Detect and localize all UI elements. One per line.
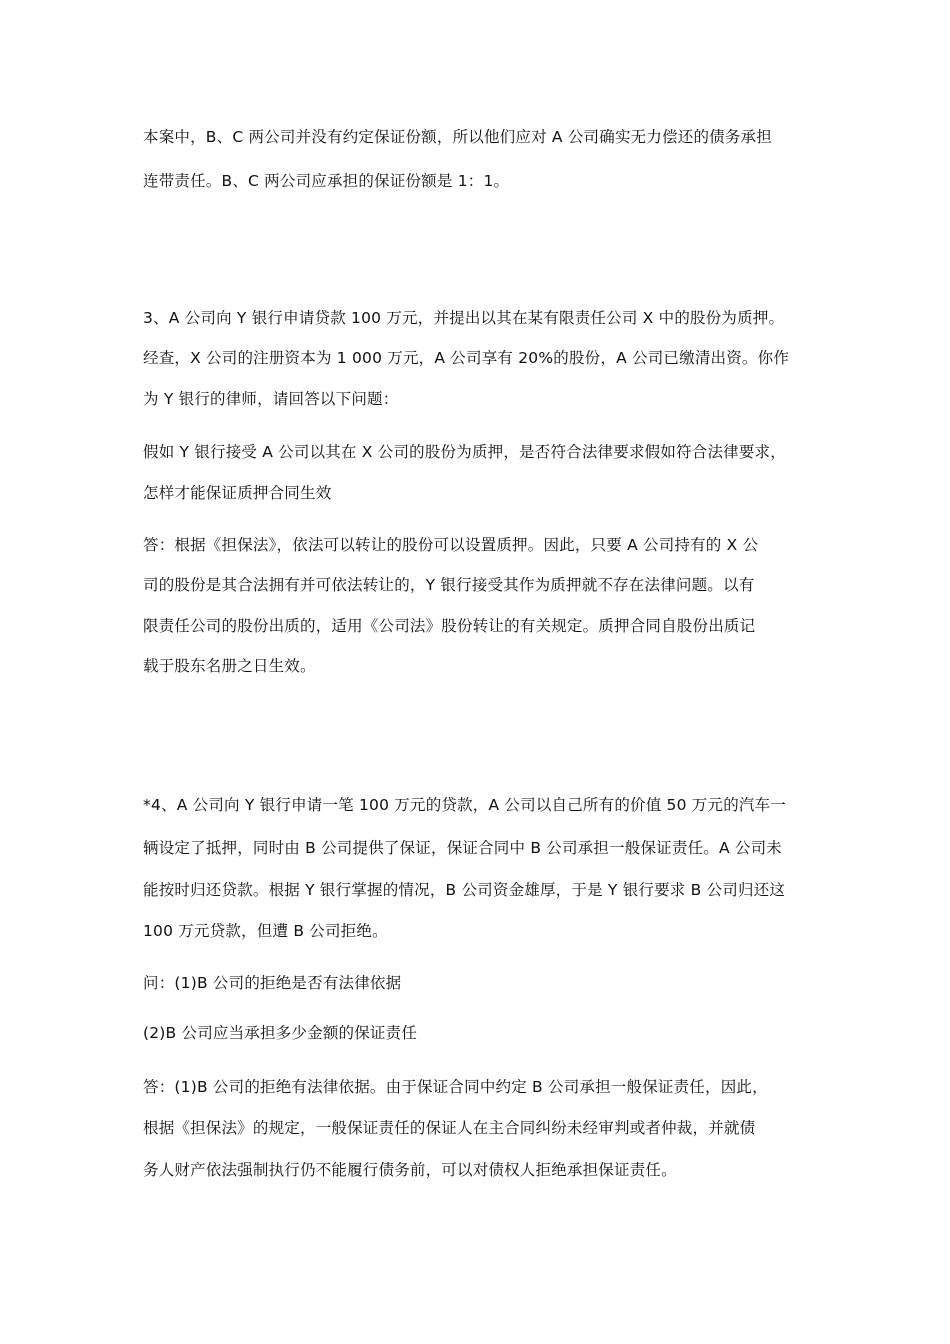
question-4-answer-line: 务人财产依法强制执行仍不能履行债务前，可以对债权人拒绝承担保证责任。 (143, 1161, 677, 1179)
question-3-answer-line: 答：根据《担保法》，依法可以转让的股份可以设置质押。因此，只要 A 公司持有的 X 公 (143, 536, 759, 554)
question-3-answer-line: 载于股东名册之日生效。 (143, 657, 316, 675)
question-3-line: 经查，X 公司的注册资本为 1 000 万元，A 公司享有 20%的股份，A 公司已缴清出资。你作 (143, 349, 790, 367)
question-4-line: *4、A 公司向 Y 银行申请一笔 100 万元的贷款，A 公司以自己所有的价值 50 万元的汽车一 (143, 796, 787, 814)
question-4-answer-line: 根据《担保法》的规定，一般保证责任的保证人在主合同纠纷未经审判或者仲裁，并就债 (143, 1119, 756, 1137)
question-3-answer-line: 司的股份是其合法拥有并可依法转让的，Y 银行接受其作为质押就不存在法律问题。以有 (143, 576, 755, 594)
question-4-answer-line: 答：(1)B 公司的拒绝有法律依据。由于保证合同中约定 B 公司承担一般保证责任，因此， (143, 1078, 768, 1096)
paragraph-line: 本案中，B、C 两公司并没有约定保证份额，所以他们应对 A 公司确实无力偿还的债务承担 (143, 128, 772, 146)
question-4-line: 能按时归还贷款。根据 Y 银行掌握的情况，B 公司资金雄厚，于是 Y 银行要求 B 公司归还这 (143, 881, 786, 899)
question-4-prompt-line: (2)B 公司应当承担多少金额的保证责任 (143, 1024, 418, 1042)
question-3-prompt-line: 怎样才能保证质押合同生效 (143, 484, 332, 502)
question-3-line: 为 Y 银行的律师，请回答以下问题： (143, 390, 399, 408)
question-3-prompt-line: 假如 Y 银行接受 A 公司以其在 X 公司的股份为质押，是否符合法律要求假如符合法律要求， (143, 443, 786, 461)
question-3-line: 3、A 公司向 Y 银行申请贷款 100 万元，并提出以其在某有限责任公司 X 中的股份为质押。 (143, 309, 785, 327)
question-4-line: 辆设定了抵押，同时由 B 公司提供了保证，保证合同中 B 公司承担一般保证责任。A 公司未 (143, 839, 783, 857)
paragraph-line: 连带责任。B、C 两公司应承担的保证份额是 1：1。 (143, 172, 510, 190)
question-4-prompt-line: 问：(1)B 公司的拒绝是否有法律依据 (143, 974, 402, 992)
question-3-answer-line: 限责任公司的股份出质的，适用《公司法》股份转让的有关规定。质押合同自股份出质记 (143, 617, 756, 635)
question-4-line: 100 万元贷款，但遭 B 公司拒绝。 (143, 922, 388, 940)
